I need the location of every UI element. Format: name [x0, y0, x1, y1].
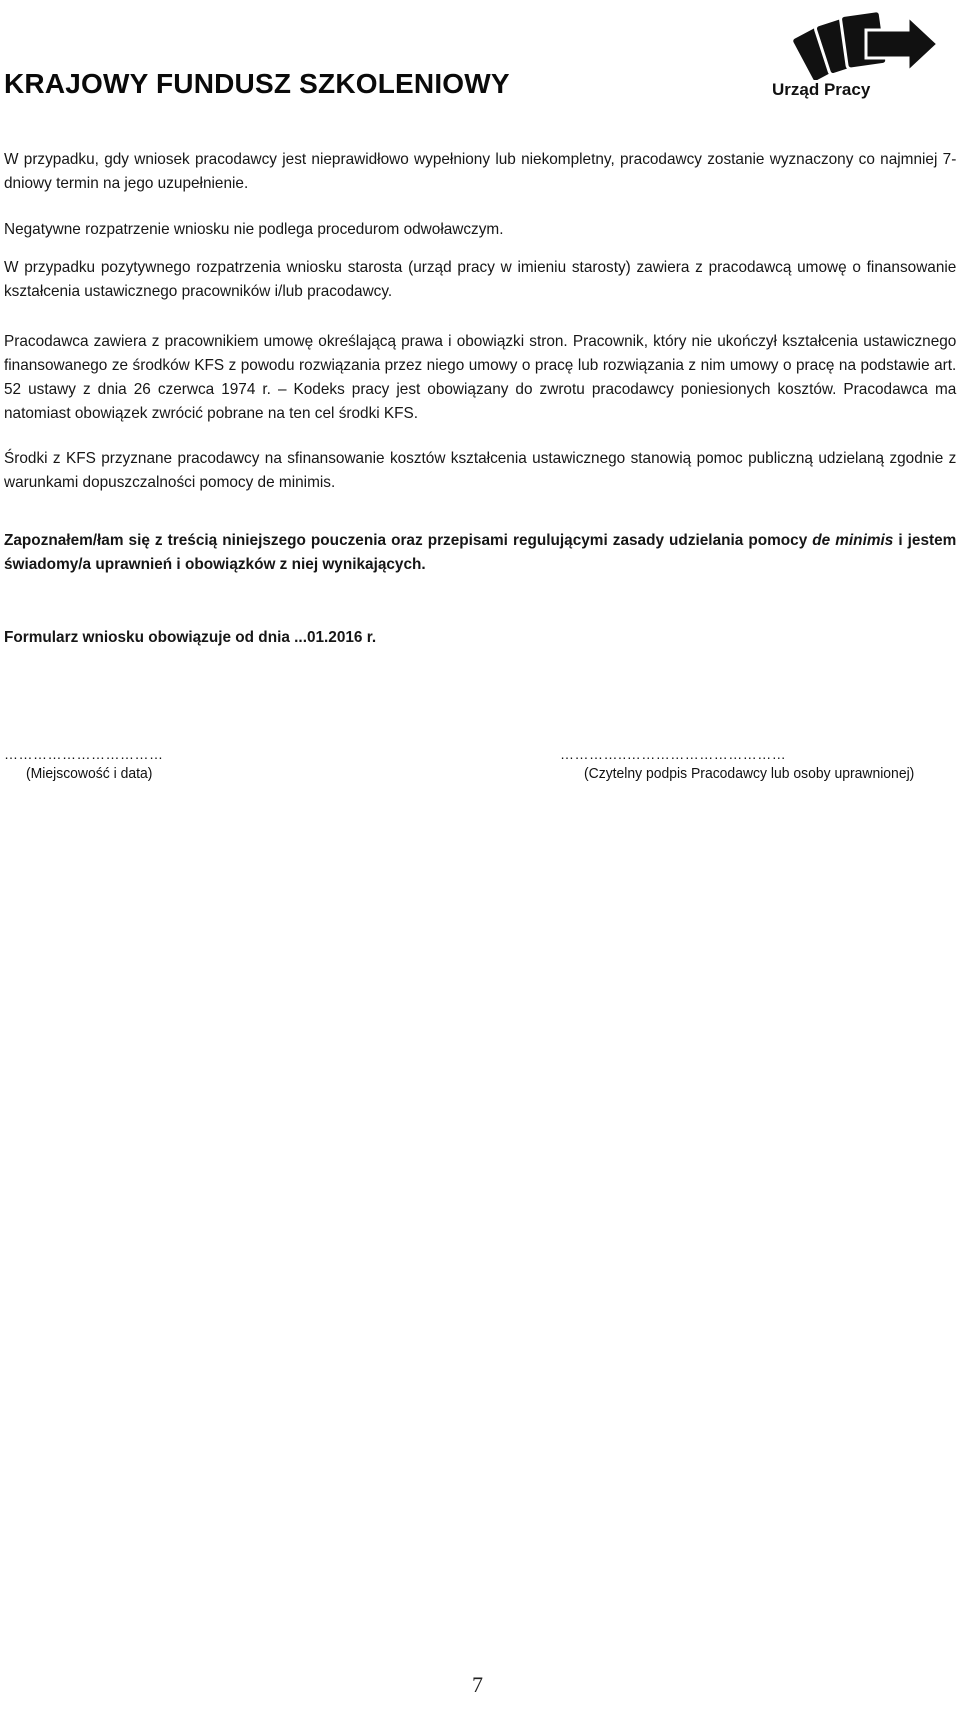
paragraph-employee-agreement: Pracodawca zawiera z pracownikiem umowę określającą prawa i obowiązki stron. Pracownik, który nie ukończył kształcenia ustawicznego finansowanego ze środków KFS z powodu rozwiązania przez niego umowy o pracę lub rozwiązania z nim umowy o pracę na podstawie art. 52 ustawy z dnia 26 czerwca 1974 r. – Kodeks pracy jest obowiązany do zwrotu pracodawcy poniesionych kosztów. Pracodawca ma natomiast obowiązek zwrócić pobrane na ten cel środki KFS.	[4, 333, 957, 422]
signature-line: …………..……………………………	[560, 746, 787, 762]
acknowledgement-text-2: i jestem świadomy/a uprawnień i obowiązków z niej wynikających.	[4, 532, 957, 573]
signature-caption: (Czytelny podpis Pracodawcy lub osoby uprawnionej)	[584, 765, 915, 782]
paragraph-incomplete-application: W przypadku, gdy wniosek pracodawcy jest nieprawidłowo wypełniony lub niekompletny, pracodawcy zostanie wyznaczony co najmniej 7-dniowy termin na jego uzupełnienie.	[4, 151, 957, 192]
cards-arrow-logo-icon	[770, 0, 940, 80]
acknowledgement-de-minimis: de minimis	[812, 532, 894, 549]
urzad-pracy-logo	[770, 0, 940, 102]
paragraph-no-appeal: Negatywne rozpatrzenie wniosku nie podlega procedurom odwoławczym.	[4, 221, 504, 238]
place-date-line: ……………………………	[4, 746, 164, 762]
document-title: KRAJOWY FUNDUSZ SZKOLENIOWY	[4, 68, 510, 99]
paragraph-de-minimis-aid: Środki z KFS przyznane pracodawcy na sfinansowanie kosztów kształcenia ustawicznego stanowią pomoc publiczną udzielaną zgodnie z warunkami dopuszczalności pomocy de minimis.	[4, 450, 957, 491]
page-number: 7	[472, 1672, 483, 1697]
form-validity-date: Formularz wniosku obowiązuje od dnia ...01.2016 r.	[4, 629, 377, 646]
logo-label: Urząd Pracy	[772, 80, 871, 99]
paragraph-positive-decision: W przypadku pozytywnego rozpatrzenia wniosku starosta (urząd pracy w imieniu starosty) zawiera z pracodawcą umowę o finansowanie kształcenia ustawicznego pracowników i/lub pracodawcy.	[4, 259, 957, 300]
acknowledgement-text-1: Zapoznałem/łam się z treścią niniejszego pouczenia oraz przepisami regulującymi zasady udzielania pomocy	[4, 532, 813, 549]
paragraph-acknowledgement	[4, 529, 956, 577]
place-date-caption: (Miejscowość i data)	[26, 765, 153, 782]
